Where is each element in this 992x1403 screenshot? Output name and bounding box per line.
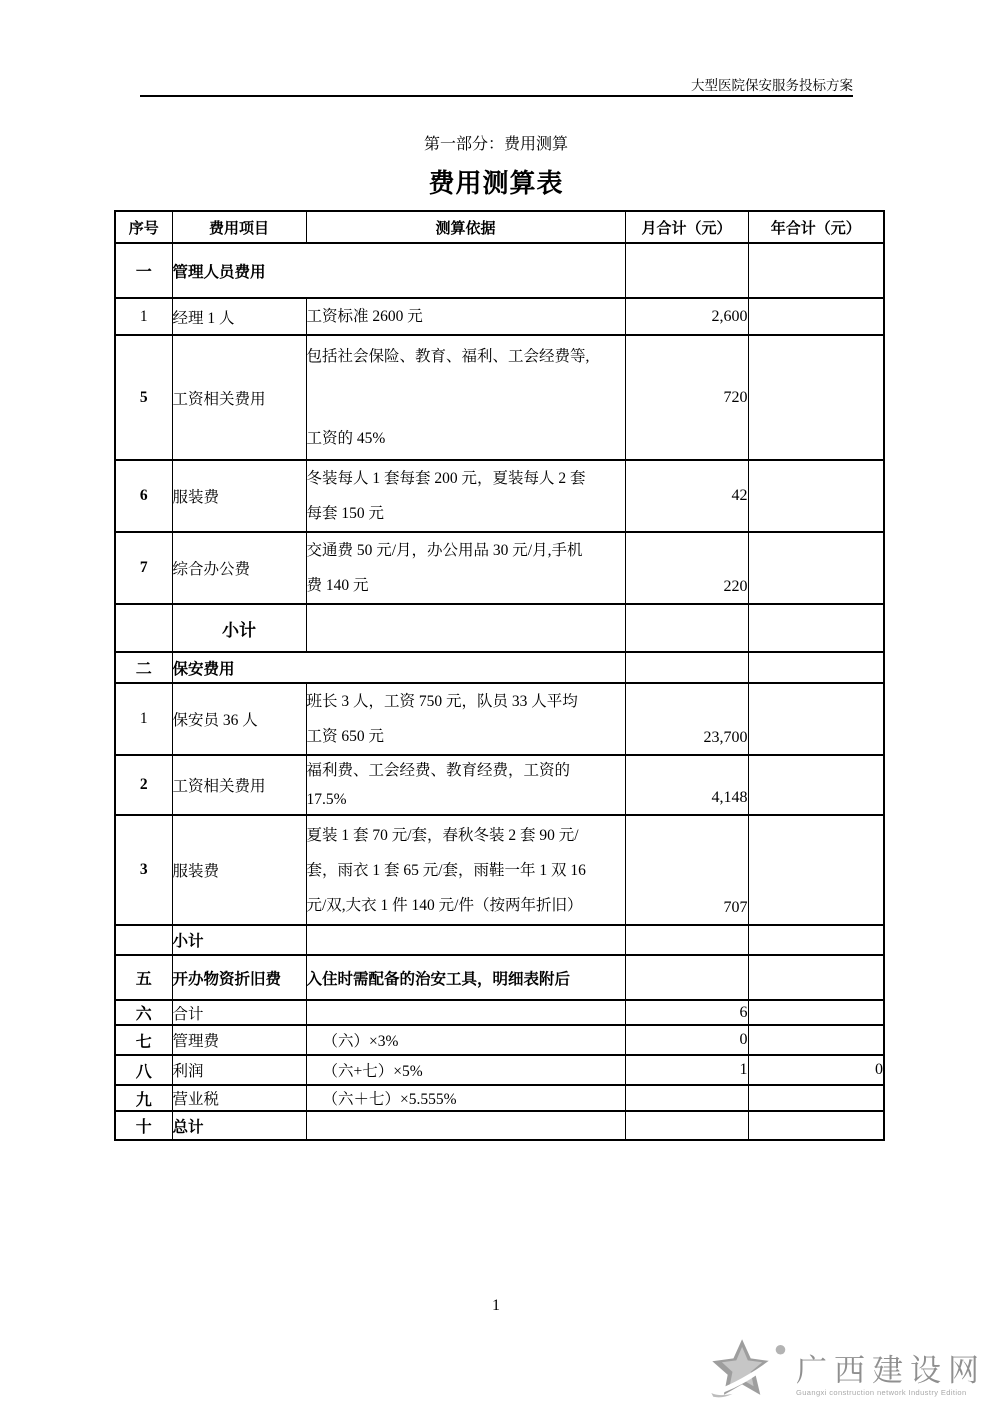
cell-serial [115, 604, 172, 652]
cell-basis [306, 460, 625, 532]
cell-item: 工资相关费用 [172, 335, 306, 460]
basis-line: 包括社会保险、教育、福利、工会经费等, [306, 347, 590, 365]
table-row [115, 925, 884, 955]
watermark-logo [696, 1337, 986, 1399]
cell-item: 合计 [172, 1000, 306, 1025]
table-row [115, 298, 884, 335]
basis-line: （六+七）×5% [322, 1063, 423, 1080]
basis-line: 工资标准 2600 元 [306, 308, 423, 325]
cell-serial: 二 [115, 652, 172, 683]
table-row [115, 532, 884, 604]
cell-year-total [748, 1000, 884, 1025]
cell-year-total [748, 815, 884, 925]
cell-month-total: 220 [625, 532, 748, 604]
cell-item: 工资相关费用 [172, 755, 306, 815]
col-header-basis: 测算依据 [306, 211, 625, 243]
cell-item: 营业税 [172, 1085, 306, 1111]
table-title: 费用测算表 [428, 168, 564, 198]
cell-item: 开办物资折旧费 [172, 955, 306, 1000]
cell-item: 经理 1 人 [172, 298, 306, 335]
basis-line: 冬装每人 1 套每套 200 元，夏装每人 2 套 [306, 470, 586, 487]
table-row [115, 243, 884, 298]
cost-table [114, 210, 885, 1141]
cell-serial: 1 [115, 298, 172, 335]
header-divider [140, 95, 853, 97]
cell-month-total [625, 1111, 748, 1140]
cell-item: 管理费 [172, 1025, 306, 1055]
cell-year-total [748, 604, 884, 652]
cell-month-total: 4,148 [625, 755, 748, 815]
basis-line: 福利费、工会经费、教育经费，工资的 [306, 762, 571, 779]
cell-basis [306, 1111, 625, 1140]
cell-month-total: 23,700 [625, 683, 748, 755]
cell-year-total [748, 298, 884, 335]
cell-month-total [625, 652, 748, 683]
table-row [115, 1085, 884, 1111]
cell-month-total: 720 [625, 335, 748, 460]
basis-line: 17.5% [306, 791, 347, 808]
cell-year-total: 0 [748, 1055, 884, 1085]
cell-serial [115, 925, 172, 955]
basis-line: 交通费 50 元/月，办公用品 30 元/月,手机 [306, 542, 583, 559]
cell-basis [306, 815, 625, 925]
cell-serial: 一 [115, 243, 172, 298]
cell-serial: 六 [115, 1000, 172, 1025]
cell-basis [306, 955, 625, 1000]
basis-line: 元/双,大衣 1 件 140 元/件（按两年折旧） [306, 896, 583, 914]
cell-month-total: 6 [625, 1000, 748, 1025]
basis-line: 每套 150 元 [306, 505, 385, 522]
cell-basis [306, 683, 625, 755]
col-header-index: 序号 [115, 211, 172, 243]
cell-basis [306, 1055, 625, 1085]
cell-serial: 5 [115, 335, 172, 460]
cell-month-total [625, 955, 748, 1000]
cell-serial: 五 [115, 955, 172, 1000]
basis-line: （六＋七）×5.555% [322, 1091, 457, 1108]
basis-line: 套，雨衣 1 套 65 元/套，雨鞋一年 1 双 16 [306, 861, 586, 879]
cell-basis [306, 1025, 625, 1055]
cell-basis [306, 335, 625, 460]
cell-basis [306, 532, 625, 604]
watermark-text [796, 1355, 986, 1399]
cell-serial: 7 [115, 532, 172, 604]
cell-year-total [748, 460, 884, 532]
table-row [115, 1055, 884, 1085]
cell-serial: 八 [115, 1055, 172, 1085]
watermark-caption: Guangxi construction network Industry Edition [796, 1388, 967, 1397]
cell-month-total [625, 925, 748, 955]
cell-serial: 九 [115, 1085, 172, 1111]
table-row [115, 683, 884, 755]
cell-serial: 1 [115, 683, 172, 755]
table-row [115, 755, 884, 815]
cell-item: 保安员 36 人 [172, 683, 306, 755]
cell-item: 服装费 [172, 460, 306, 532]
cell-item: 小计 [172, 925, 306, 955]
page-number: 1 [492, 1297, 500, 1314]
col-header-year-total: 年合计（元） [748, 211, 884, 243]
cell-month-total: 0 [625, 1025, 748, 1055]
table-row [115, 335, 884, 460]
header-title: 大型医院保安服务投标方案 [691, 78, 853, 93]
cell-month-total: 2,600 [625, 298, 748, 335]
cell-month-total: 42 [625, 460, 748, 532]
cell-year-total [748, 955, 884, 1000]
cell-basis [306, 925, 625, 955]
table-body [115, 243, 884, 1140]
cell-item: 综合办公费 [172, 532, 306, 604]
table-row [115, 652, 884, 683]
cell-basis [306, 1000, 625, 1025]
cell-month-total: 1 [625, 1055, 748, 1085]
cell-basis [306, 755, 625, 815]
cell-month-total [625, 243, 748, 298]
cell-year-total [748, 683, 884, 755]
cell-year-total [748, 1085, 884, 1111]
table-header-row [115, 211, 884, 243]
cell-item: 总计 [172, 1111, 306, 1140]
basis-line: （六）×3% [322, 1033, 399, 1050]
col-header-item: 费用项目 [172, 211, 306, 243]
basis-line: 夏装 1 套 70 元/套，春秋冬装 2 套 90 元/ [306, 826, 579, 844]
cell-serial: 十 [115, 1111, 172, 1140]
basis-line: 入住时需配备的治安工具，明细表附后 [306, 970, 571, 988]
cell-serial: 6 [115, 460, 172, 532]
basis-line: 工资 650 元 [306, 728, 385, 745]
col-header-month-total: 月合计（元） [625, 211, 748, 243]
basis-line: 班长 3 人，工资 750 元，队员 33 人平均 [306, 693, 578, 710]
star-icon [696, 1337, 792, 1399]
cell-basis [306, 1085, 625, 1111]
cell-year-total [748, 335, 884, 460]
table-row [115, 815, 884, 925]
cell-year-total [748, 243, 884, 298]
section-title: 第一部分：费用测算 [423, 136, 568, 153]
table-row [115, 955, 884, 1000]
cell-serial: 2 [115, 755, 172, 815]
cell-basis [306, 298, 625, 335]
cell-basis [306, 604, 625, 652]
cell-year-total [748, 925, 884, 955]
basis-line: 费 140 元 [306, 577, 369, 594]
table-row [115, 1000, 884, 1025]
cell-month-total [625, 1085, 748, 1111]
cell-month-total [625, 604, 748, 652]
cell-item: 服装费 [172, 815, 306, 925]
basis-line: 工资的 45% [306, 429, 386, 447]
cell-year-total [748, 532, 884, 604]
cell-serial: 3 [115, 815, 172, 925]
cell-item: 保安费用 [172, 652, 625, 683]
page-header [140, 74, 853, 94]
table-row [115, 1025, 884, 1055]
cell-year-total [748, 1111, 884, 1140]
cell-item: 利润 [172, 1055, 306, 1085]
cell-year-total [748, 755, 884, 815]
table-row [115, 604, 884, 652]
cell-year-total [748, 1025, 884, 1055]
cell-month-total: 707 [625, 815, 748, 925]
watermark-title: 广西建设网 [796, 1353, 986, 1389]
cell-serial: 七 [115, 1025, 172, 1055]
cell-year-total [748, 652, 884, 683]
cell-item: 小计 [172, 604, 306, 652]
table-row [115, 1111, 884, 1140]
table-row [115, 460, 884, 532]
cell-item: 管理人员费用 [172, 243, 625, 298]
